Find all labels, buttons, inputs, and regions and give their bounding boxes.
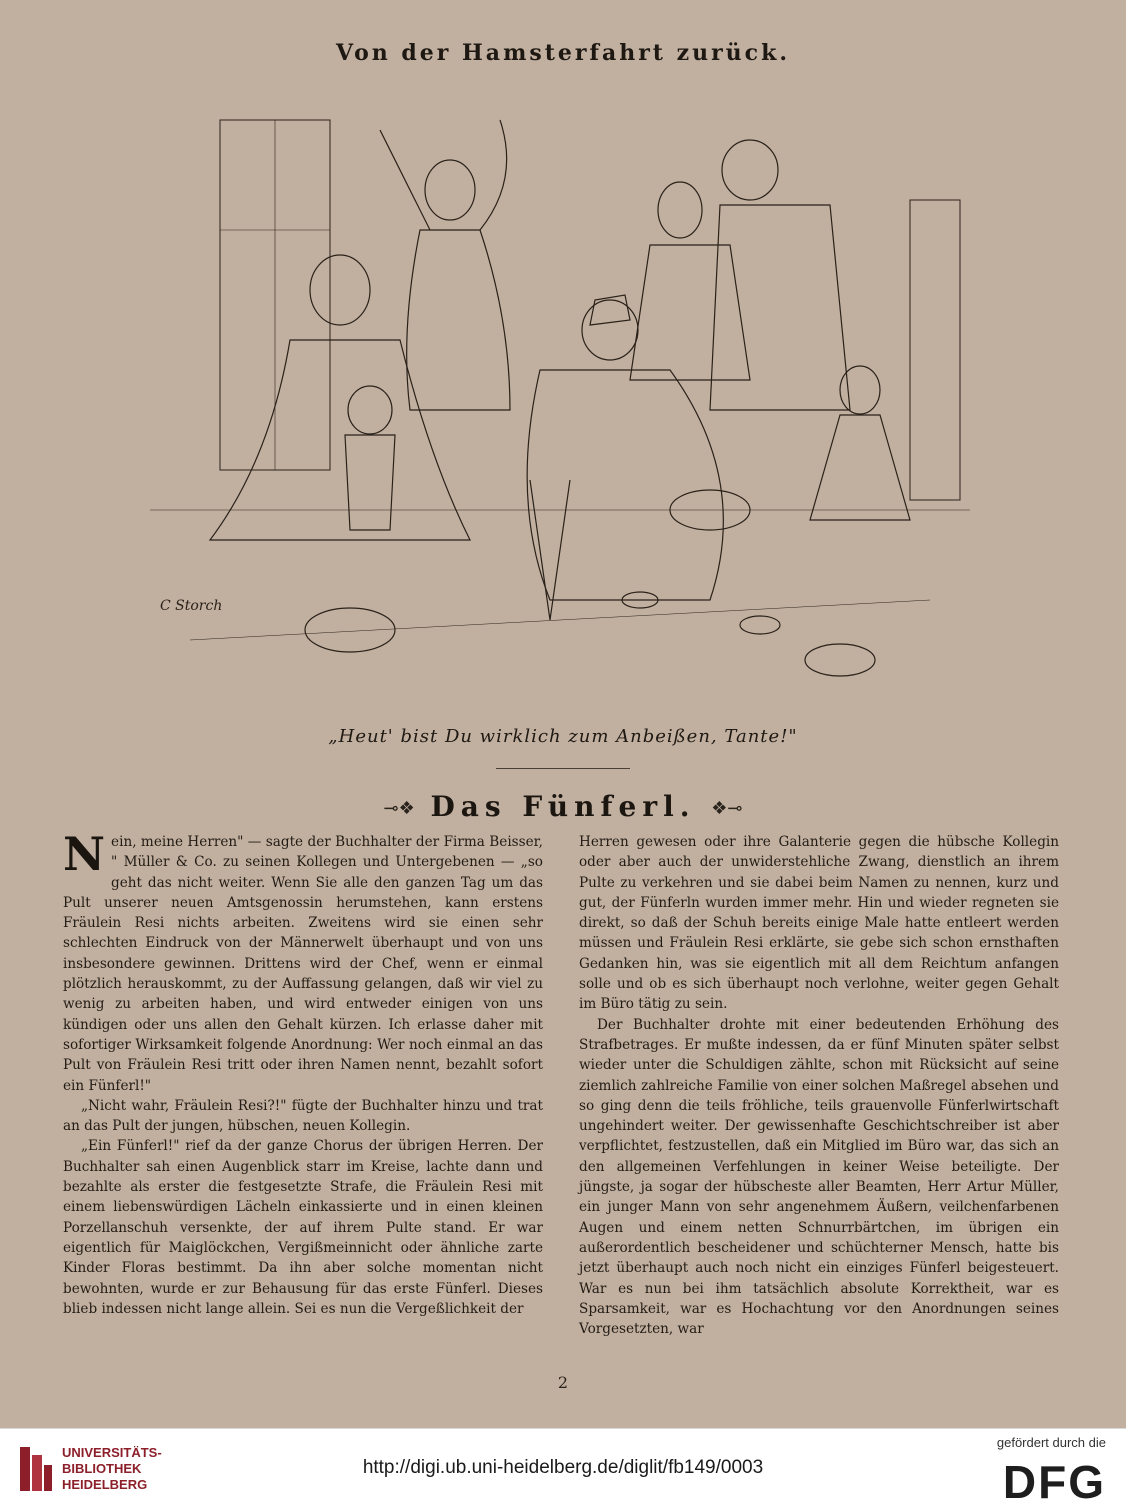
viewer-footer (0, 1428, 1126, 1512)
dfg-logo: DFG (1002, 1456, 1106, 1508)
document-url-link[interactable]: http://digi.ub.uni-heidelberg.de/diglit/fb149/0003 (362, 1457, 764, 1478)
text-column-right (579, 832, 1059, 1339)
paragraph: Der Buchhalter drohte mit einer bedeutenden Erhöhung des Strafbetrages. Er mußte indessen, da er fünf Minuten später selbst wieder unter die Schuldigen zählte, schon mit Rücksicht auf seine ziemlich zahlreiche Familie von einer solchen Maßregel absehen und so ging denn die teils fröhliche, teils grauenvolle Fünferlwirtschaft ungehindert weiter. Der gewissenhafte Geschichtschreiber ist aber verpflichtet, festzustellen, daß ein Mitglied im Büro war, das sich an den allgemeinen Verfehlungen in keiner Weise beteiligte. Der jüngste, ja sogar der hübscheste aller Beamten, Herr Artur Müller, ein junger Mann von sehr angenehmem Äußern, veilchenfarbenen Augen und einem netten Schnurrbärtchen, im übrigen ein außerordentlich bescheidener und schüchterner Mensch, hatte bis jetzt überhaupt auch noch nicht ein einziges Fünferl beigesteuert. War es nun bei ihm tatsächlich absolute Korrektheit, war es Sparsamkeit, war es Hochachtung vor den Anordnungen seines Vorgesetzten, war (579, 1016, 1059, 1338)
paragraph (63, 827, 543, 1096)
paragraph-text: ein, meine Herren" — sagte der Buchhalter der Firma Beisser, " Müller & Co. zu seinen Kollegen und Untergebenen — „so geht das nicht weiter. Wenn Sie alle den ganzen Tag um das Pult unserer neuen Amtsgenossin herumstehen, kann erstens Fräulein Resi nichts arbeiten. Zweitens wird sie einen sehr schlechten Eindruck von der Männerwelt überhaupt und von uns insbesondere gewinnen. Drittens wird der Chef, wenn er einmal plötzlich herauskommt, zu der Auffassung gelangen, daß wir viel zu wenig zu arbeiten haben, und wird entweder einigen von uns kündigen oder uns allen den Gehalt kürzen. Ich erlasse daher mit sofortiger Wirksamkeit folgende Anordnung: Wer noch einmal an das Pult von Fräulein Resi tritt oder ihren Namen nennt, bezahlt sofort ein Fünferl!" (63, 834, 543, 1094)
page-header-title: Von der Hamsterfahrt zurück. (336, 40, 790, 66)
title-ornament-right: ❖⊸ (711, 798, 743, 819)
illustration-signature: C Storch (160, 598, 223, 614)
article-title-row (0, 790, 1126, 823)
title-ornament-left: ⊸❖ (383, 798, 415, 819)
text-column-left (63, 827, 543, 1319)
caption-divider (496, 768, 630, 769)
paragraph: „Ein Fünferl!" rief da der ganze Chorus der übrigen Herren. Der Buchhalter sah einen Augenblick starr im Kreise, lachte dann und bezahlte als erster die festgesetzte Strafe, die Fräulein Resi mit einem liebenswürdigen Lächeln einkassierte und in einen kleinen Porzellanschuh versenkte, der auf ihrem Pulte stand. Er war eigentlich für Maiglöckchen, Vergißmeinnicht oder ähnliche zarte Kinder Floras bestimmt. Da ihn aber solche momentan nicht bewohnten, wurde er zur Behausung für das erste Fünferl. Dieses blieb indessen nicht lange allein. Sei es nun die Vergeßlichkeit der (63, 1138, 543, 1317)
funded-by-label: gefördert durch die (996, 1435, 1106, 1450)
paragraph: „Nicht wahr, Fräulein Resi?!" fügte der Buchhalter hinzu und trat an das Pult der jungen, hübschen, neuen Kollegin. (63, 1097, 543, 1135)
cartoon-illustration (150, 80, 970, 710)
illustration-caption: „Heut' bist Du wirklich zum Anbeißen, Tante!" (328, 726, 798, 747)
page-number: 2 (557, 1373, 569, 1392)
library-name: UNIVERSITÄTS- BIBLIOTHEK HEIDELBERG (62, 1445, 162, 1492)
paragraph: Herren gewesen oder ihre Galanterie gegen die hübsche Kollegin oder aber auch der unwiderstehliche Zwang, dienstlich an ihrem Pulte zu verkehren und sie dabei beim Namen zu nennen, kurz und gut, der Fünferln wurden immer mehr. Hin und wieder regneten sie direkt, so daß der Schuh bereits einige Male hatte entleert werden müssen und Fräulein Resi erklärte, sie gebe sich schon ernsthaften Gedanken hin, was sie eigentlich mit all dem Reichtum anfangen solle und ob es sich überhaupt noch verlohne, weiter gegen Gehalt im Büro tätig zu sein. (579, 834, 1059, 1013)
article-title: Das Fünferl. (430, 790, 696, 823)
drop-cap: N (63, 827, 106, 881)
